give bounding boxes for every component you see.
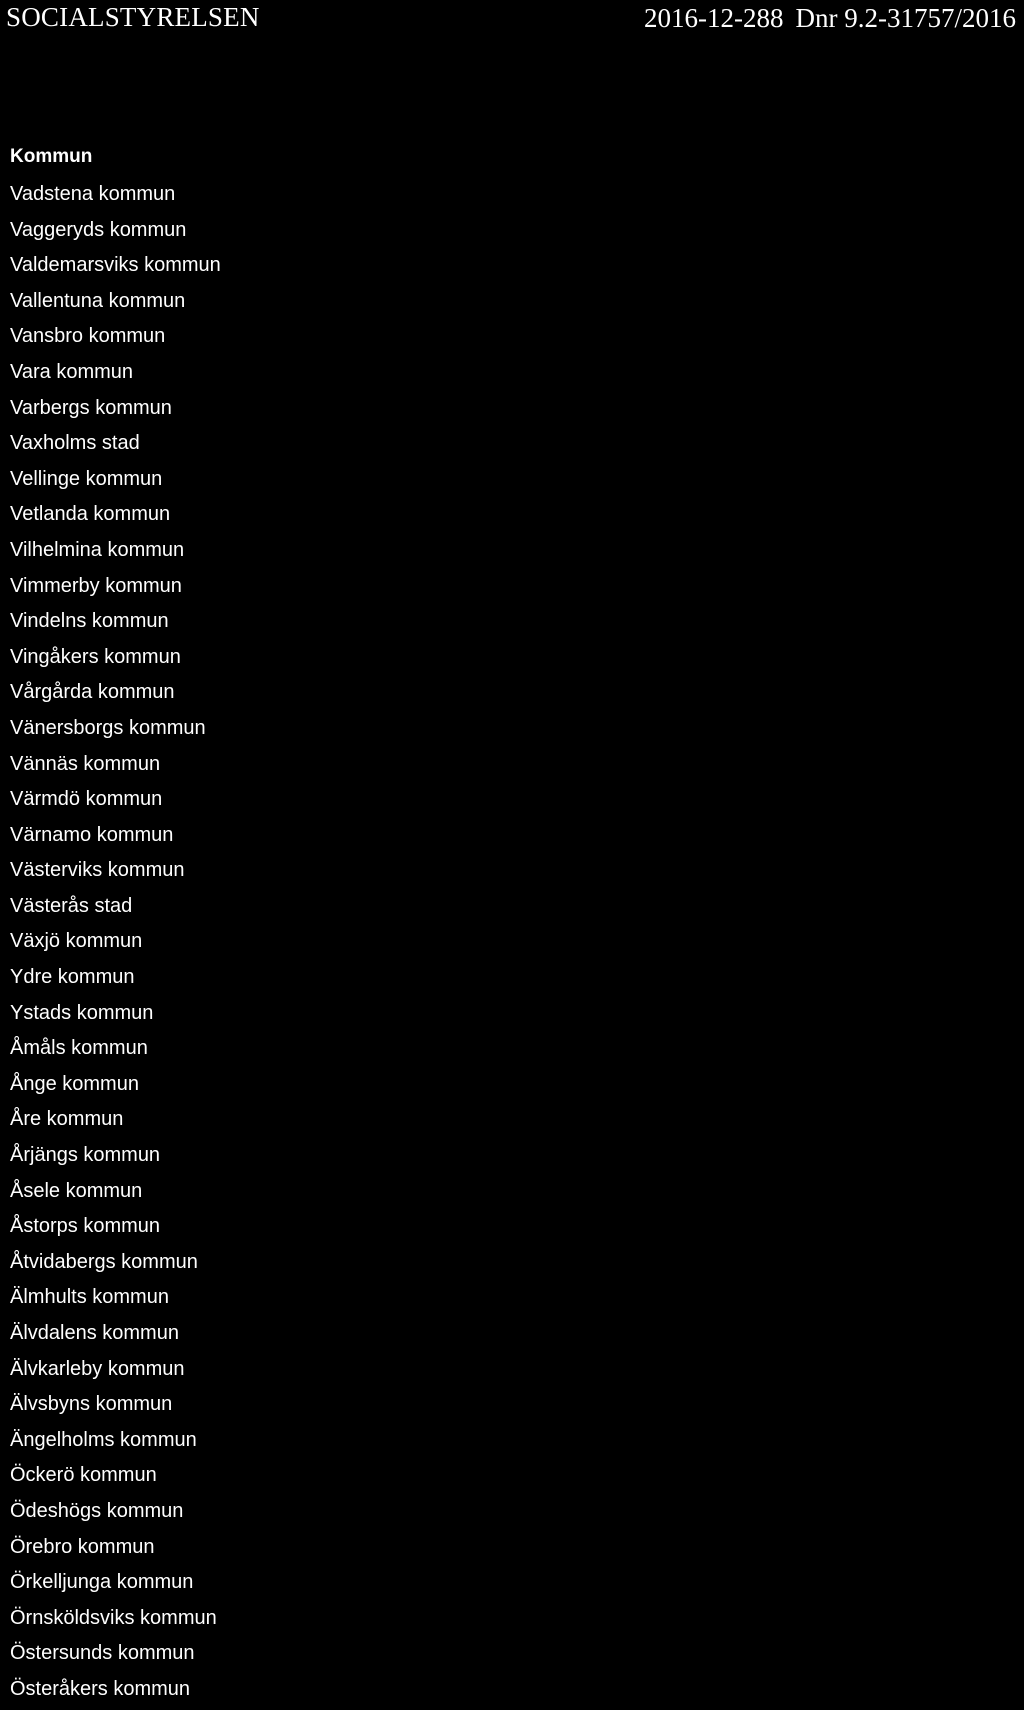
list-item: Örebro kommun: [10, 1535, 155, 1558]
list-item: Åmåls kommun: [10, 1037, 148, 1060]
list-item: Vilhelmina kommun: [10, 538, 185, 561]
organization-name: SOCIALSTYRELSEN: [6, 2, 260, 32]
list-item: Vindelns kommun: [10, 610, 169, 633]
document-number: Dnr 9.2-31757/2016: [795, 3, 1016, 33]
list-item: Vellinge kommun: [10, 467, 163, 490]
list-item: Vallentuna kommun: [10, 289, 186, 312]
list-item: Åtvidabergs kommun: [10, 1250, 198, 1273]
list-item: Vara kommun: [10, 360, 134, 383]
list-item: Örkelljunga kommun: [10, 1571, 194, 1594]
list-item: Ånge kommun: [10, 1072, 139, 1095]
list-item: Vingåkers kommun: [10, 645, 181, 668]
list-item: Åre kommun: [10, 1108, 124, 1131]
list-item: Älvkarleby kommun: [10, 1357, 185, 1380]
list-item: Vårgårda kommun: [10, 681, 175, 704]
municipality-list-section: [10, 144, 221, 1708]
list-item: Åstorps kommun: [10, 1215, 161, 1238]
document-reference: [644, 3, 1016, 34]
list-item: Årjängs kommun: [10, 1144, 161, 1167]
list-item: Örnsköldsviks kommun: [10, 1606, 217, 1629]
list-item: Värnamo kommun: [10, 823, 174, 846]
list-item: Älvdalens kommun: [10, 1322, 179, 1344]
list-item: Vimmerby kommun: [10, 574, 182, 597]
list-item: Vetlanda kommun: [10, 503, 171, 526]
list-item: Värmdö kommun: [10, 788, 163, 811]
list-item: Ystads kommun: [10, 1001, 154, 1024]
list-item: Österåkers kommun: [10, 1677, 191, 1700]
list-item: Ydre kommun: [10, 966, 135, 989]
list-item: Valdemarsviks kommun: [10, 254, 221, 277]
list-item: Öckerö kommun: [10, 1464, 157, 1487]
municipality-list: [10, 177, 221, 1708]
list-item: Varbergs kommun: [10, 396, 172, 419]
list-item: Åsele kommun: [10, 1179, 143, 1202]
list-item: Vännäs kommun: [10, 752, 161, 775]
list-item: Ödeshögs kommun: [10, 1499, 184, 1522]
list-item: Vansbro kommun: [10, 325, 166, 348]
list-item: Växjö kommun: [10, 930, 143, 953]
document-date: 2016-12-288: [644, 3, 784, 33]
list-item: Västerviks kommun: [10, 859, 185, 882]
list-item: Vaggeryds kommun: [10, 218, 187, 241]
list-item: Östersunds kommun: [10, 1642, 195, 1665]
list-item: Älvsbyns kommun: [10, 1393, 173, 1416]
list-item: Vaxholms stad: [10, 432, 140, 455]
list-item: Vadstena kommun: [10, 183, 176, 205]
list-item: Ängelholms kommun: [10, 1428, 197, 1451]
list-item: Älmhults kommun: [10, 1286, 169, 1309]
list-item: Västerås stad: [10, 894, 133, 917]
list-item: Vänersborgs kommun: [10, 716, 206, 739]
list-heading: Kommun: [10, 146, 93, 167]
